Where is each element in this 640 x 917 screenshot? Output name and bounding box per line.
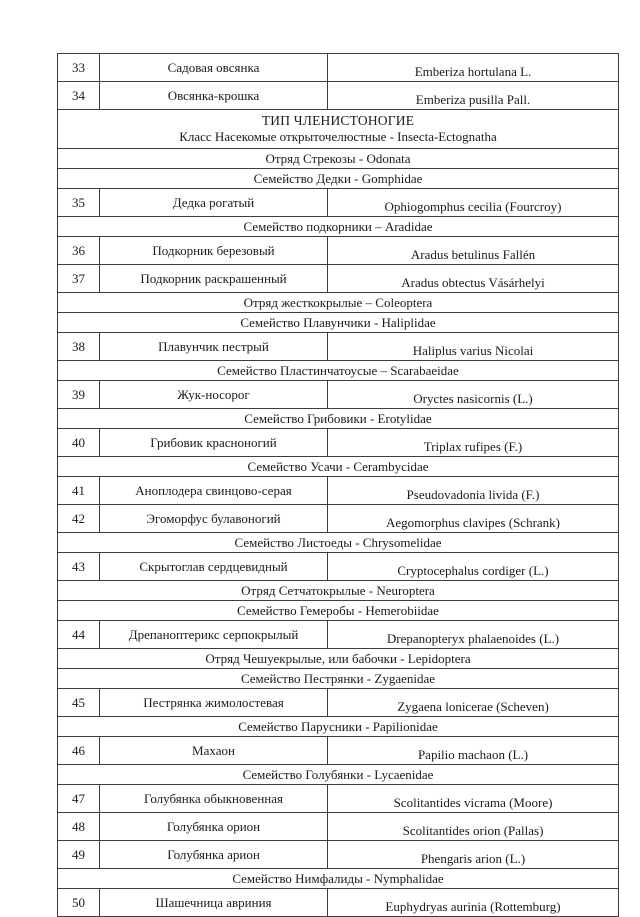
table-row bbox=[58, 82, 619, 110]
family-header-cell: Семейство Пестрянки - Zygaenidae bbox=[58, 669, 619, 689]
table-row bbox=[58, 533, 619, 553]
table-row bbox=[58, 505, 619, 533]
family-header-cell: Семейство подкорники – Aradidae bbox=[58, 217, 619, 237]
row-number-cell: 49 bbox=[58, 841, 100, 869]
row-number-cell: 50 bbox=[58, 889, 100, 917]
latin-name-cell: Emberiza hortulana L. bbox=[328, 54, 619, 82]
latin-name-cell: Papilio machaon (L.) bbox=[328, 737, 619, 765]
family-header-cell: Семейство Плавунчики - Haliplidae bbox=[58, 313, 619, 333]
row-number-cell: 35 bbox=[58, 189, 100, 217]
latin-name-cell: Euphydryas aurinia (Rottemburg) bbox=[328, 889, 619, 917]
family-header-cell: Семейство Усачи - Cerambycidae bbox=[58, 457, 619, 477]
family-header-cell: Семейство Голубянки - Lycaenidae bbox=[58, 765, 619, 785]
table-row bbox=[58, 409, 619, 429]
table-row bbox=[58, 553, 619, 581]
family-header-cell: Семейство Парусники - Papilionidae bbox=[58, 717, 619, 737]
table-row bbox=[58, 813, 619, 841]
table-row bbox=[58, 361, 619, 381]
table-row bbox=[58, 237, 619, 265]
russian-name-cell: Махаон bbox=[100, 737, 328, 765]
table-row bbox=[58, 457, 619, 477]
row-number-cell: 45 bbox=[58, 689, 100, 717]
table-row bbox=[58, 169, 619, 189]
species-table bbox=[57, 53, 619, 917]
table-row bbox=[58, 110, 619, 149]
order-header-cell: Отряд Сетчатокрылые - Neuroptera bbox=[58, 581, 619, 601]
row-number-cell: 39 bbox=[58, 381, 100, 409]
latin-name-cell: Aradus obtectus Vásárhelyi bbox=[328, 265, 619, 293]
latin-name-cell: Scolitantides vicrama (Moore) bbox=[328, 785, 619, 813]
row-number-cell: 33 bbox=[58, 54, 100, 82]
russian-name-cell: Дедка рогатый bbox=[100, 189, 328, 217]
latin-name-cell: Scolitantides orion (Pallas) bbox=[328, 813, 619, 841]
russian-name-cell: Овсянка-крошка bbox=[100, 82, 328, 110]
latin-name-cell: Emberiza pusilla Pall. bbox=[328, 82, 619, 110]
russian-name-cell: Подкорник березовый bbox=[100, 237, 328, 265]
latin-name-cell: Aradus betulinus Fallén bbox=[328, 237, 619, 265]
russian-name-cell: Дрепаноптерикс серпокрылый bbox=[100, 621, 328, 649]
table-row bbox=[58, 669, 619, 689]
family-header-cell: Семейство Пластинчатоусые – Scarabaeidae bbox=[58, 361, 619, 381]
russian-name-cell: Голубянка орион bbox=[100, 813, 328, 841]
latin-name-cell: Haliplus varius Nicolai bbox=[328, 333, 619, 361]
table-row bbox=[58, 149, 619, 169]
table-row bbox=[58, 429, 619, 457]
order-header-cell: Отряд жесткокрылые – Coleoptera bbox=[58, 293, 619, 313]
latin-name-cell: Drepanopteryx phalaenoides (L.) bbox=[328, 621, 619, 649]
table-row bbox=[58, 381, 619, 409]
russian-name-cell: Эгоморфус булавоногий bbox=[100, 505, 328, 533]
russian-name-cell: Плавунчик пестрый bbox=[100, 333, 328, 361]
russian-name-cell: Шашечница авриния bbox=[100, 889, 328, 917]
family-header-cell: Семейство Грибовики - Erotylidae bbox=[58, 409, 619, 429]
row-number-cell: 42 bbox=[58, 505, 100, 533]
row-number-cell: 44 bbox=[58, 621, 100, 649]
table-row bbox=[58, 841, 619, 869]
row-number-cell: 41 bbox=[58, 477, 100, 505]
row-number-cell: 34 bbox=[58, 82, 100, 110]
table-row bbox=[58, 765, 619, 785]
table-row bbox=[58, 689, 619, 717]
species-table-body bbox=[58, 54, 619, 917]
russian-name-cell: Голубянка арион bbox=[100, 841, 328, 869]
russian-name-cell: Жук-носорог bbox=[100, 381, 328, 409]
russian-name-cell: Садовая овсянка bbox=[100, 54, 328, 82]
phylum-title: ТИП ЧЛЕНИСТОНОГИЕ bbox=[261, 113, 415, 128]
family-header-cell: Семейство Нимфалиды - Nymphalidae bbox=[58, 869, 619, 889]
latin-name-cell: Pseudovadonia livida (F.) bbox=[328, 477, 619, 505]
family-header-cell: Семейство Дедки - Gomphidae bbox=[58, 169, 619, 189]
row-number-cell: 36 bbox=[58, 237, 100, 265]
table-row bbox=[58, 785, 619, 813]
row-number-cell: 37 bbox=[58, 265, 100, 293]
family-header-cell: Семейство Листоеды - Chrysomelidae bbox=[58, 533, 619, 553]
table-row bbox=[58, 217, 619, 237]
latin-name-cell: Cryptocephalus cordiger (L.) bbox=[328, 553, 619, 581]
order-header-cell: Отряд Стрекозы - Odonata bbox=[58, 149, 619, 169]
russian-name-cell: Грибовик красноногий bbox=[100, 429, 328, 457]
russian-name-cell: Скрытоглав сердцевидный bbox=[100, 553, 328, 581]
table-row bbox=[58, 333, 619, 361]
latin-name-cell: Ophiogomphus cecilia (Fourcroy) bbox=[328, 189, 619, 217]
order-header-cell: Отряд Чешуекрылые, или бабочки - Lepidoptera bbox=[58, 649, 619, 669]
russian-name-cell: Пестрянка жимолостевая bbox=[100, 689, 328, 717]
russian-name-cell: Аноплодера свинцово-серая bbox=[100, 477, 328, 505]
row-number-cell: 40 bbox=[58, 429, 100, 457]
row-number-cell: 48 bbox=[58, 813, 100, 841]
table-row bbox=[58, 313, 619, 333]
class-title: Класс Насекомые открыточелюстные - Insecta-Ectognatha bbox=[179, 129, 497, 144]
row-number-cell: 46 bbox=[58, 737, 100, 765]
table-row bbox=[58, 601, 619, 621]
latin-name-cell: Triplax rufipes (F.) bbox=[328, 429, 619, 457]
table-row bbox=[58, 477, 619, 505]
table-row bbox=[58, 54, 619, 82]
latin-name-cell: Phengaris arion (L.) bbox=[328, 841, 619, 869]
phylum-header-cell bbox=[58, 110, 619, 149]
russian-name-cell: Подкорник раскрашенный bbox=[100, 265, 328, 293]
table-row bbox=[58, 889, 619, 917]
row-number-cell: 43 bbox=[58, 553, 100, 581]
russian-name-cell: Голубянка обыкновенная bbox=[100, 785, 328, 813]
table-row bbox=[58, 621, 619, 649]
table-row bbox=[58, 649, 619, 669]
latin-name-cell: Zygaena lonicerae (Scheven) bbox=[328, 689, 619, 717]
table-row bbox=[58, 717, 619, 737]
latin-name-cell: Aegomorphus clavipes (Schrank) bbox=[328, 505, 619, 533]
row-number-cell: 47 bbox=[58, 785, 100, 813]
row-number-cell: 38 bbox=[58, 333, 100, 361]
table-row bbox=[58, 737, 619, 765]
table-row bbox=[58, 581, 619, 601]
latin-name-cell: Oryctes nasicornis (L.) bbox=[328, 381, 619, 409]
table-row bbox=[58, 293, 619, 313]
table-row bbox=[58, 869, 619, 889]
family-header-cell: Семейство Гемеробы - Hemerobiidae bbox=[58, 601, 619, 621]
table-row bbox=[58, 189, 619, 217]
table-row bbox=[58, 265, 619, 293]
